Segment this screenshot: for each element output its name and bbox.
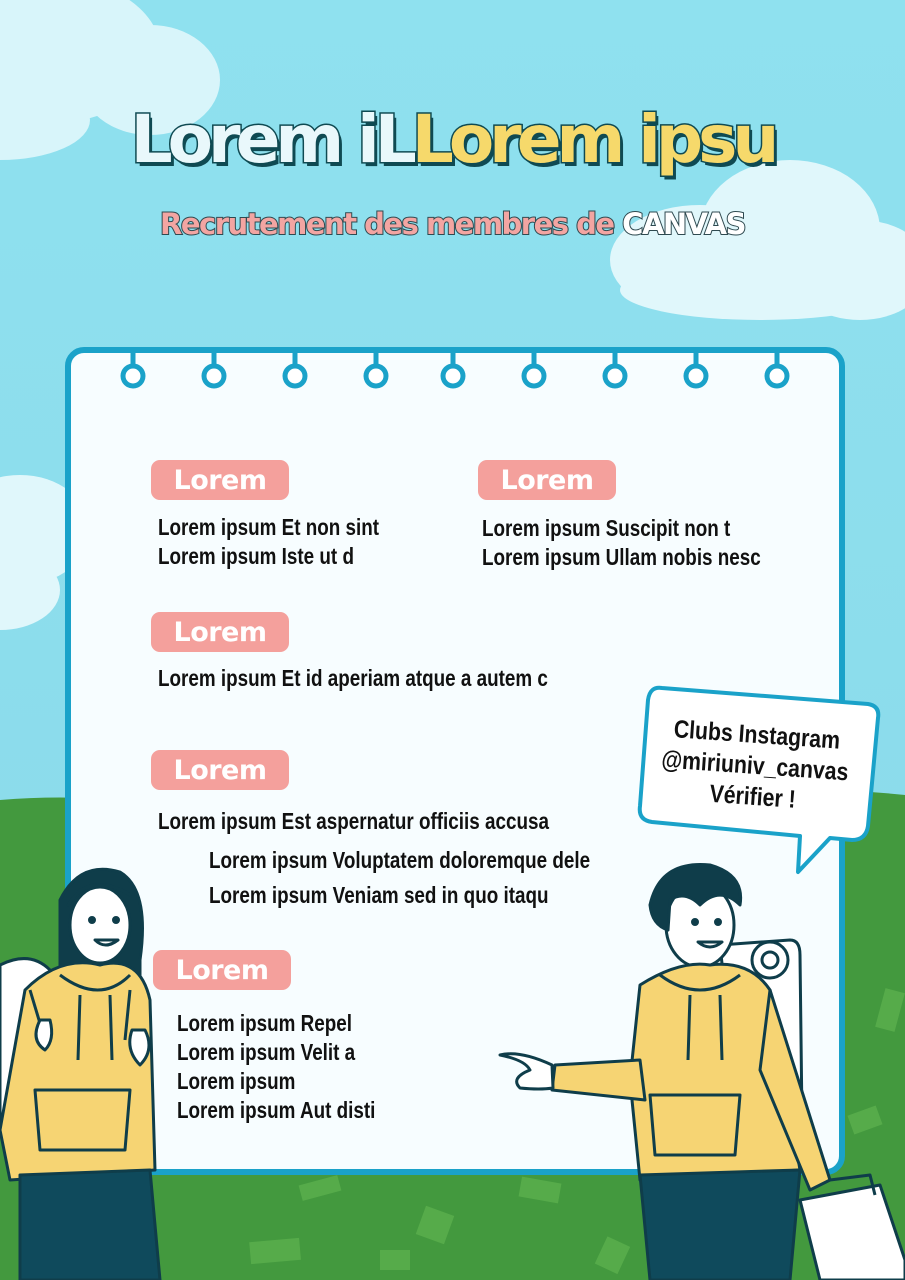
section-5-label: Lorem [153,950,291,990]
section-3-line-1: Lorem ipsum Et id aperiam atque a autem c [158,665,548,691]
section-3-label: Lorem [151,612,289,652]
callout-line-1: Clubs Instagram [672,715,841,755]
section-2-label: Lorem [478,460,616,500]
section-1-line-1: Lorem ipsum Et non sint [158,514,380,540]
section-4-line-1: Lorem ipsum Est aspernatur officiis accusa [158,808,549,834]
section-4-line-3: Lorem ipsum Veniam sed in quo itaqu [209,882,549,908]
section-1-line-2: Lorem ipsum Iste ut d [158,543,354,569]
section-5-line-2: Lorem ipsum Velit a [177,1039,356,1065]
section-5-line-4: Lorem ipsum Aut disti [177,1097,376,1123]
boy-illustration [500,865,905,1280]
section-5-line-3: Lorem ipsum [177,1068,296,1094]
subtitle-part-1: Recrutement des membres de [160,207,623,241]
section-1-label: Lorem [151,460,289,500]
section-4-line-2: Lorem ipsum Voluptatem doloremque dele [209,847,591,873]
section-5-line-1: Lorem ipsum Repel [177,1010,353,1036]
section-4-label: Lorem [151,750,289,790]
title-part-1: Lorem iL [130,101,412,178]
section-2-line-1: Lorem ipsum Suscipit non t [482,515,731,541]
title-part-2: Lorem ipsu [411,101,775,178]
section-2-line-2: Lorem ipsum Ullam nobis nesc [482,544,761,570]
girl-illustration [0,869,160,1280]
callout-line-2: @miriuniv_canvas [660,745,850,787]
subtitle-part-2: CANVAS [622,207,745,241]
callout-line-3: Vérifier ! [708,779,797,814]
